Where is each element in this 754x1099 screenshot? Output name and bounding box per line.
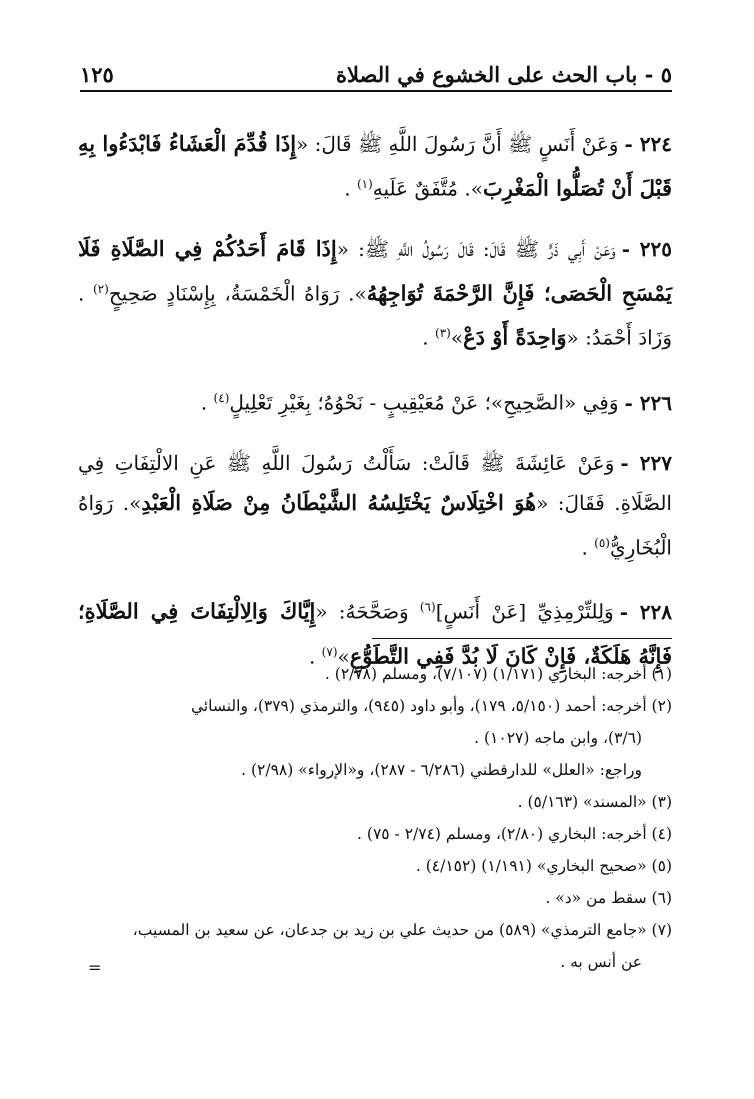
footnote-1: (١) أخرجه: البخاري (١/١٧١) (٧/١٠٧)، ومسلم (٢/٧٨) . [324,665,672,683]
hadith-intro: وَلِلتِّرْمِذِيِّ [عَنْ أَنَسٍ] [435,599,614,624]
hadith-intro: وَفِي «الصَّحِيحِ»؛ عَنْ مُعَيْقِيبٍ - نَحْوُهُ؛ بِغَيْرِ تَعْلِيلٍ [229,390,619,415]
hadith-quote: إِذَا قُدِّمَ الْعَشَاءُ فَابْدَءُوا بِهِ قَبْلَ أَنْ تُصَلُّوا الْمَغْرِبَ [78,131,672,201]
hadith-source: ». مُتَّفَقٌ عَلَيهِ [372,176,483,201]
running-header [80,54,672,92]
hadith-source: ». رَوَاهُ الْخَمْسَةُ، بِإِسْنَادٍ صَحِيحٍ [108,281,367,306]
hadith-quote: إِيَّاكَ وَالِالْتِفَاتَ فِي الصَّلَاةِ؛ فَإِنَّهُ هَلَكَةٌ، فَإِنْ كَانَ لَا بُدَّ فَفِي التَّطَوُّعِ [78,598,672,669]
footnote-6: (٦) سقط من «د» . [545,889,672,907]
footnote-continuation: (٣/٦)، وابن ماجه (١٠٢٧) . [474,729,642,747]
hadith-224 [78,124,672,209]
hadith-number: ٢٢٥ - [621,236,672,261]
period: . [344,176,357,201]
footnote-ref: (٤) [213,390,230,405]
footnote-ref: (١) [356,177,373,191]
footnote-ref: (٧) [321,644,338,659]
footnote-text: (٧) «جامع الترمذي» (٥٨٩) من حديث علي بن زيد بن جدعان، عن سعيد بن المسيب، [132,921,672,939]
footnote-5: (٥) «صحيح البخاري» (١/١٩١) (٤/١٥٢) . [415,857,672,875]
footnote-4: (٤) أخرجه: البخاري (٢/٨٠)، ومسلم (٢/٧٤ - ٧٥) . [357,825,672,843]
footnotes [78,658,672,978]
page-number: ١٢٥ [80,62,114,87]
quote-close: » [450,325,464,350]
footnote-divider [372,638,672,639]
footnote-7 [78,914,672,978]
hadith-intro: وَعَنْ أَبِي ذَرٍّ ﷺ قَالَ: قَالَ رَسُولُ اللَّهِ ﷺ: « [336,236,616,261]
hadith-number: ٢٢٦ - [624,390,672,415]
quote-close: » [337,644,350,669]
period: . [422,325,435,350]
hadith-quote: وَاحِدَةً أَوْ دَعْ [463,324,567,350]
hadith-intro: وَصَحَّحَهُ: « [315,599,420,624]
footnote-ref: (٣) [435,326,451,341]
footnote-2 [78,690,672,786]
hadith-quote: هُوَ اخْتِلَاسٌ يَخْتَلِسُهُ الشَّيْطَانُ مِنْ صَلَاةِ الْعَبْدِ [141,489,537,515]
main-text [78,104,672,685]
period: . [581,535,595,560]
hadith-227 [78,443,672,568]
footnote-ref: (٢) [92,281,109,296]
hadith-number: ٢٢٧ - [620,450,673,475]
footnote-ref: (٥) [594,535,610,550]
footnote-3: (٣) «المسند» (٥/١٦٣) . [517,793,672,811]
footnote-continuation: عن أنس به . [560,953,642,971]
hadith-226 [78,378,672,423]
footnote-ref: (٦) [419,600,436,615]
continuation-mark: = [88,958,102,977]
hadith-intro: وَعَنْ أَنَسٍ ﷺ أَنَّ رَسُولَ اللَّهِ ﷺ قَالَ: « [296,132,619,156]
footnote-continuation: وراجع: «العلل» للدارقطني (٦/٢٨٦ - ٢٨٧)، و«الإرواء» (٢/٩٨) . [241,761,642,779]
hadith-source: ». رَوَاهُ الْبُخَارِيُّ [78,490,672,560]
period: . [308,644,322,669]
period: . [200,390,214,415]
hadith-intro: وَعَنْ عَائِشَةَ ﷺ قَالَتْ: سَأَلْتُ رَسُولَ اللَّهِ ﷺ عَنِ الالْتِفَاتِ فِي الصَّلَاةِ. فَقَالَ: « [78,450,672,515]
hadith-225 [78,229,672,358]
hadith-addition: . وَزَادَ أَحْمَدُ: « [78,281,672,350]
hadith-quote: إِذَا قَامَ أَحَدُكُمْ فِي الصَّلَاةِ فَلَا يَمْسَحِ الْحَصَى؛ فَإِنَّ الرَّحْمَةَ تُوَاجِهُهُ [78,235,672,306]
hadith-number: ٢٢٤ - [624,132,673,156]
footnote-text: (٢) أخرجه: أحمد (٥/١٥٠، ١٧٩)، وأبو داود (٩٤٥)، والترمذي (٣٧٩)، والنسائي [190,697,672,715]
hadith-number: ٢٢٨ - [619,599,672,624]
chapter-title: ٥ - باب الحث على الخشوع في الصلاة [335,62,672,87]
